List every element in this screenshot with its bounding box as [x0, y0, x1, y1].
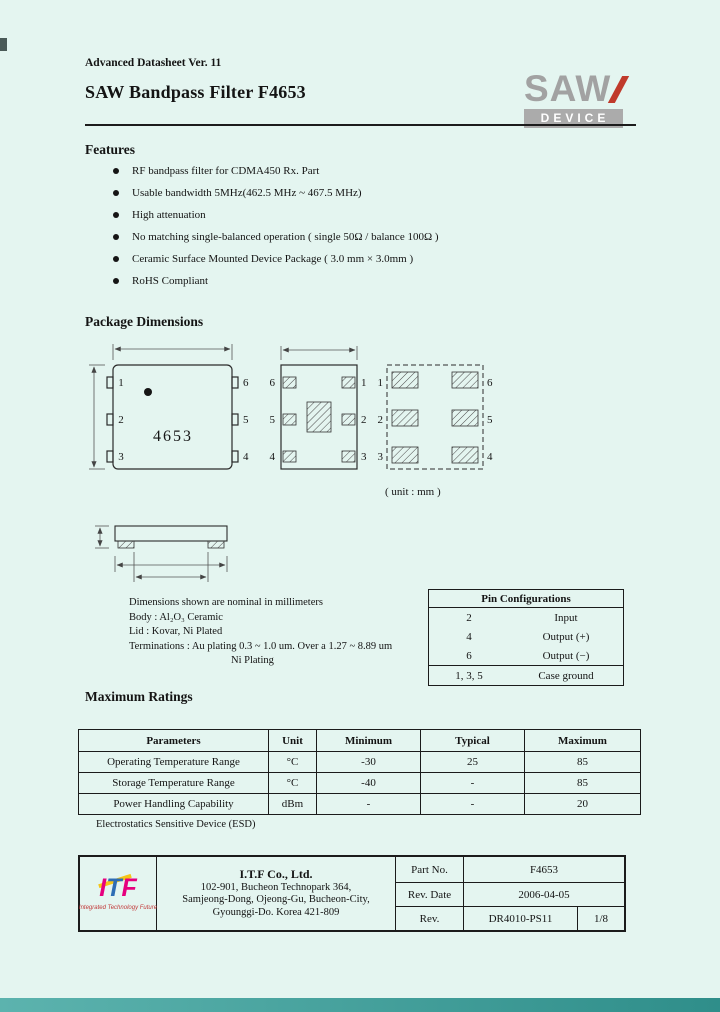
ratings-cell: - [421, 773, 525, 794]
land-pattern [387, 365, 483, 469]
logo-device-text: DEVICE [524, 109, 623, 128]
pin-number: 3 [361, 451, 367, 463]
pin-config-table [428, 589, 624, 686]
pin-number: 4 [487, 451, 493, 463]
ratings-header-cell: Unit [269, 730, 317, 752]
ratings-cell: 20 [525, 794, 641, 815]
part-no-label: Part No. [395, 857, 463, 882]
saw-device-logo [524, 68, 630, 132]
ratings-header-cell: Typical [421, 730, 525, 752]
package-drawings [85, 334, 635, 592]
feature-item [113, 275, 593, 288]
pin-number: 6 [269, 377, 275, 389]
title-divider [85, 124, 636, 126]
ratings-header-cell: Minimum [317, 730, 421, 752]
feature-text: RF bandpass filter for CDMA450 Rx. Part [132, 165, 320, 177]
itf-logo-text [99, 876, 137, 901]
ratings-cell: 25 [421, 752, 525, 773]
ratings-row [79, 752, 641, 773]
feature-item [113, 165, 593, 178]
feature-item [113, 187, 593, 200]
company-info [156, 857, 395, 930]
itf-logo [80, 857, 156, 930]
company-address: Gyounggi-Do. Korea 421-809 [212, 906, 340, 918]
pin-number: 1 [118, 377, 124, 389]
page-title: SAW Bandpass Filter F4653 [85, 82, 306, 102]
pin-config-function: Input [554, 611, 578, 624]
page-number: 1/8 [577, 906, 624, 930]
ratings-cell: °C [269, 752, 317, 773]
part-no-value: F4653 [463, 857, 624, 882]
pin-config-function: Output (−) [542, 649, 590, 662]
feature-text: High attenuation [132, 209, 206, 221]
package-bottom-view [281, 346, 357, 469]
package-notes [129, 596, 429, 669]
pin-config-row [429, 646, 623, 665]
bullet-icon [113, 256, 119, 262]
ratings-cell: Operating Temperature Range [79, 752, 269, 773]
dimension-lines [89, 344, 232, 469]
pin-number: 5 [243, 414, 249, 426]
pin-number: 2 [377, 414, 383, 426]
ratings-cell: 85 [525, 773, 641, 794]
feature-item [113, 209, 593, 222]
feature-text: Usable bandwidth 5MHz(462.5 MHz ~ 467.5 MHz) [132, 187, 362, 199]
datasheet-version: Advanced Datasheet Ver. 11 [85, 57, 222, 69]
feature-text: No matching single-balanced operation ( single 50Ω / balance 100Ω ) [132, 231, 439, 243]
package-note: Dimensions shown are nominal in millimeters [129, 597, 323, 608]
pin-number: 3 [118, 451, 124, 463]
pin-config-heading: Pin Configurations [429, 590, 623, 608]
ratings-cell: -30 [317, 752, 421, 773]
ratings-header-row [79, 730, 641, 752]
itf-tagline: Integrated Technology Future [78, 905, 158, 911]
ratings-heading: Maximum Ratings [85, 689, 193, 704]
pin-number: 6 [487, 377, 493, 389]
ratings-cell: 85 [525, 752, 641, 773]
features-list [113, 165, 593, 297]
ratings-cell: -40 [317, 773, 421, 794]
rev-value: DR4010-PS11 [463, 906, 577, 930]
ratings-cell: Power Handling Capability [79, 794, 269, 815]
pin-config-row [429, 665, 623, 685]
pin-config-row [429, 627, 623, 646]
rev-date-value: 2006-04-05 [463, 882, 624, 906]
pin-config-pin: 2 [466, 611, 472, 624]
package-marking: 4653 [153, 428, 193, 445]
footer-table [78, 855, 626, 932]
feature-item [113, 253, 593, 266]
ratings-cell: Storage Temperature Range [79, 773, 269, 794]
bullet-icon [113, 234, 119, 240]
bullet-icon [113, 212, 119, 218]
pin-number: 5 [269, 414, 275, 426]
logo-saw-text: SAW [524, 68, 612, 109]
pin-config-function: Case ground [538, 669, 594, 682]
pin-config-pin: 1, 3, 5 [455, 669, 483, 682]
ratings-row [79, 794, 641, 815]
pin1-dot-icon [144, 388, 152, 396]
pin-number: 1 [377, 377, 383, 389]
pin-config-pin: 6 [466, 649, 472, 662]
pin-config-row [429, 608, 623, 627]
pin-number: 4 [243, 451, 249, 463]
package-note: Terminations : Au plating 0.3 ~ 1.0 um. Over a 1.27 ~ 8.89 um [129, 640, 393, 652]
package-note: Body : Al₂O₃ Ceramic [129, 611, 223, 623]
ratings-cell: °C [269, 773, 317, 794]
company-address: 102-901, Bucheon Technopark 364, [200, 881, 352, 893]
bullet-icon [113, 168, 119, 174]
unit-note: ( unit : mm ) [385, 486, 441, 498]
itf-letter: T [106, 874, 122, 902]
features-heading: Features [85, 142, 135, 157]
itf-letter: I [99, 874, 107, 902]
package-note: Lid : Kovar, Ni Plated [129, 626, 223, 637]
esd-note: Electrostatics Sensitive Device (ESD) [96, 819, 256, 830]
pin-number: 4 [269, 451, 275, 463]
pin-number: 6 [243, 377, 249, 389]
ratings-row [79, 773, 641, 794]
pin-config-function: Output (+) [542, 630, 590, 643]
package-top-view [107, 365, 238, 469]
footer-color-bar [0, 998, 720, 1012]
itf-letter: F [121, 874, 137, 902]
package-note: Ni Plating [231, 655, 274, 666]
ratings-table [78, 729, 641, 815]
pin-number: 2 [361, 414, 367, 426]
pin-config-pin: 4 [466, 630, 472, 643]
scan-edge-mark [0, 38, 7, 51]
bullet-icon [113, 190, 119, 196]
feature-item [113, 231, 593, 244]
bullet-icon [113, 278, 119, 284]
feature-text: RoHS Compliant [132, 275, 209, 287]
ratings-cell: dBm [269, 794, 317, 815]
pin-number: 3 [377, 451, 383, 463]
company-address: Samjeong-Dong, Ojeong-Gu, Bucheon-City, [182, 894, 370, 905]
package-side-view [95, 526, 227, 582]
rev-date-label: Rev. Date [395, 882, 463, 906]
ratings-cell: - [317, 794, 421, 815]
pin-number: 1 [361, 377, 367, 389]
package-heading: Package Dimensions [85, 314, 204, 329]
ratings-header-cell: Parameters [79, 730, 269, 752]
rev-label: Rev. [395, 906, 463, 930]
ratings-cell: - [421, 794, 525, 815]
pin-number: 5 [487, 414, 493, 426]
pin-number: 2 [118, 414, 124, 426]
ratings-header-cell: Maximum [525, 730, 641, 752]
company-name: I.T.F Co., Ltd. [239, 867, 313, 881]
feature-text: Ceramic Surface Mounted Device Package ( 3.0 mm × 3.0mm ) [132, 253, 414, 265]
